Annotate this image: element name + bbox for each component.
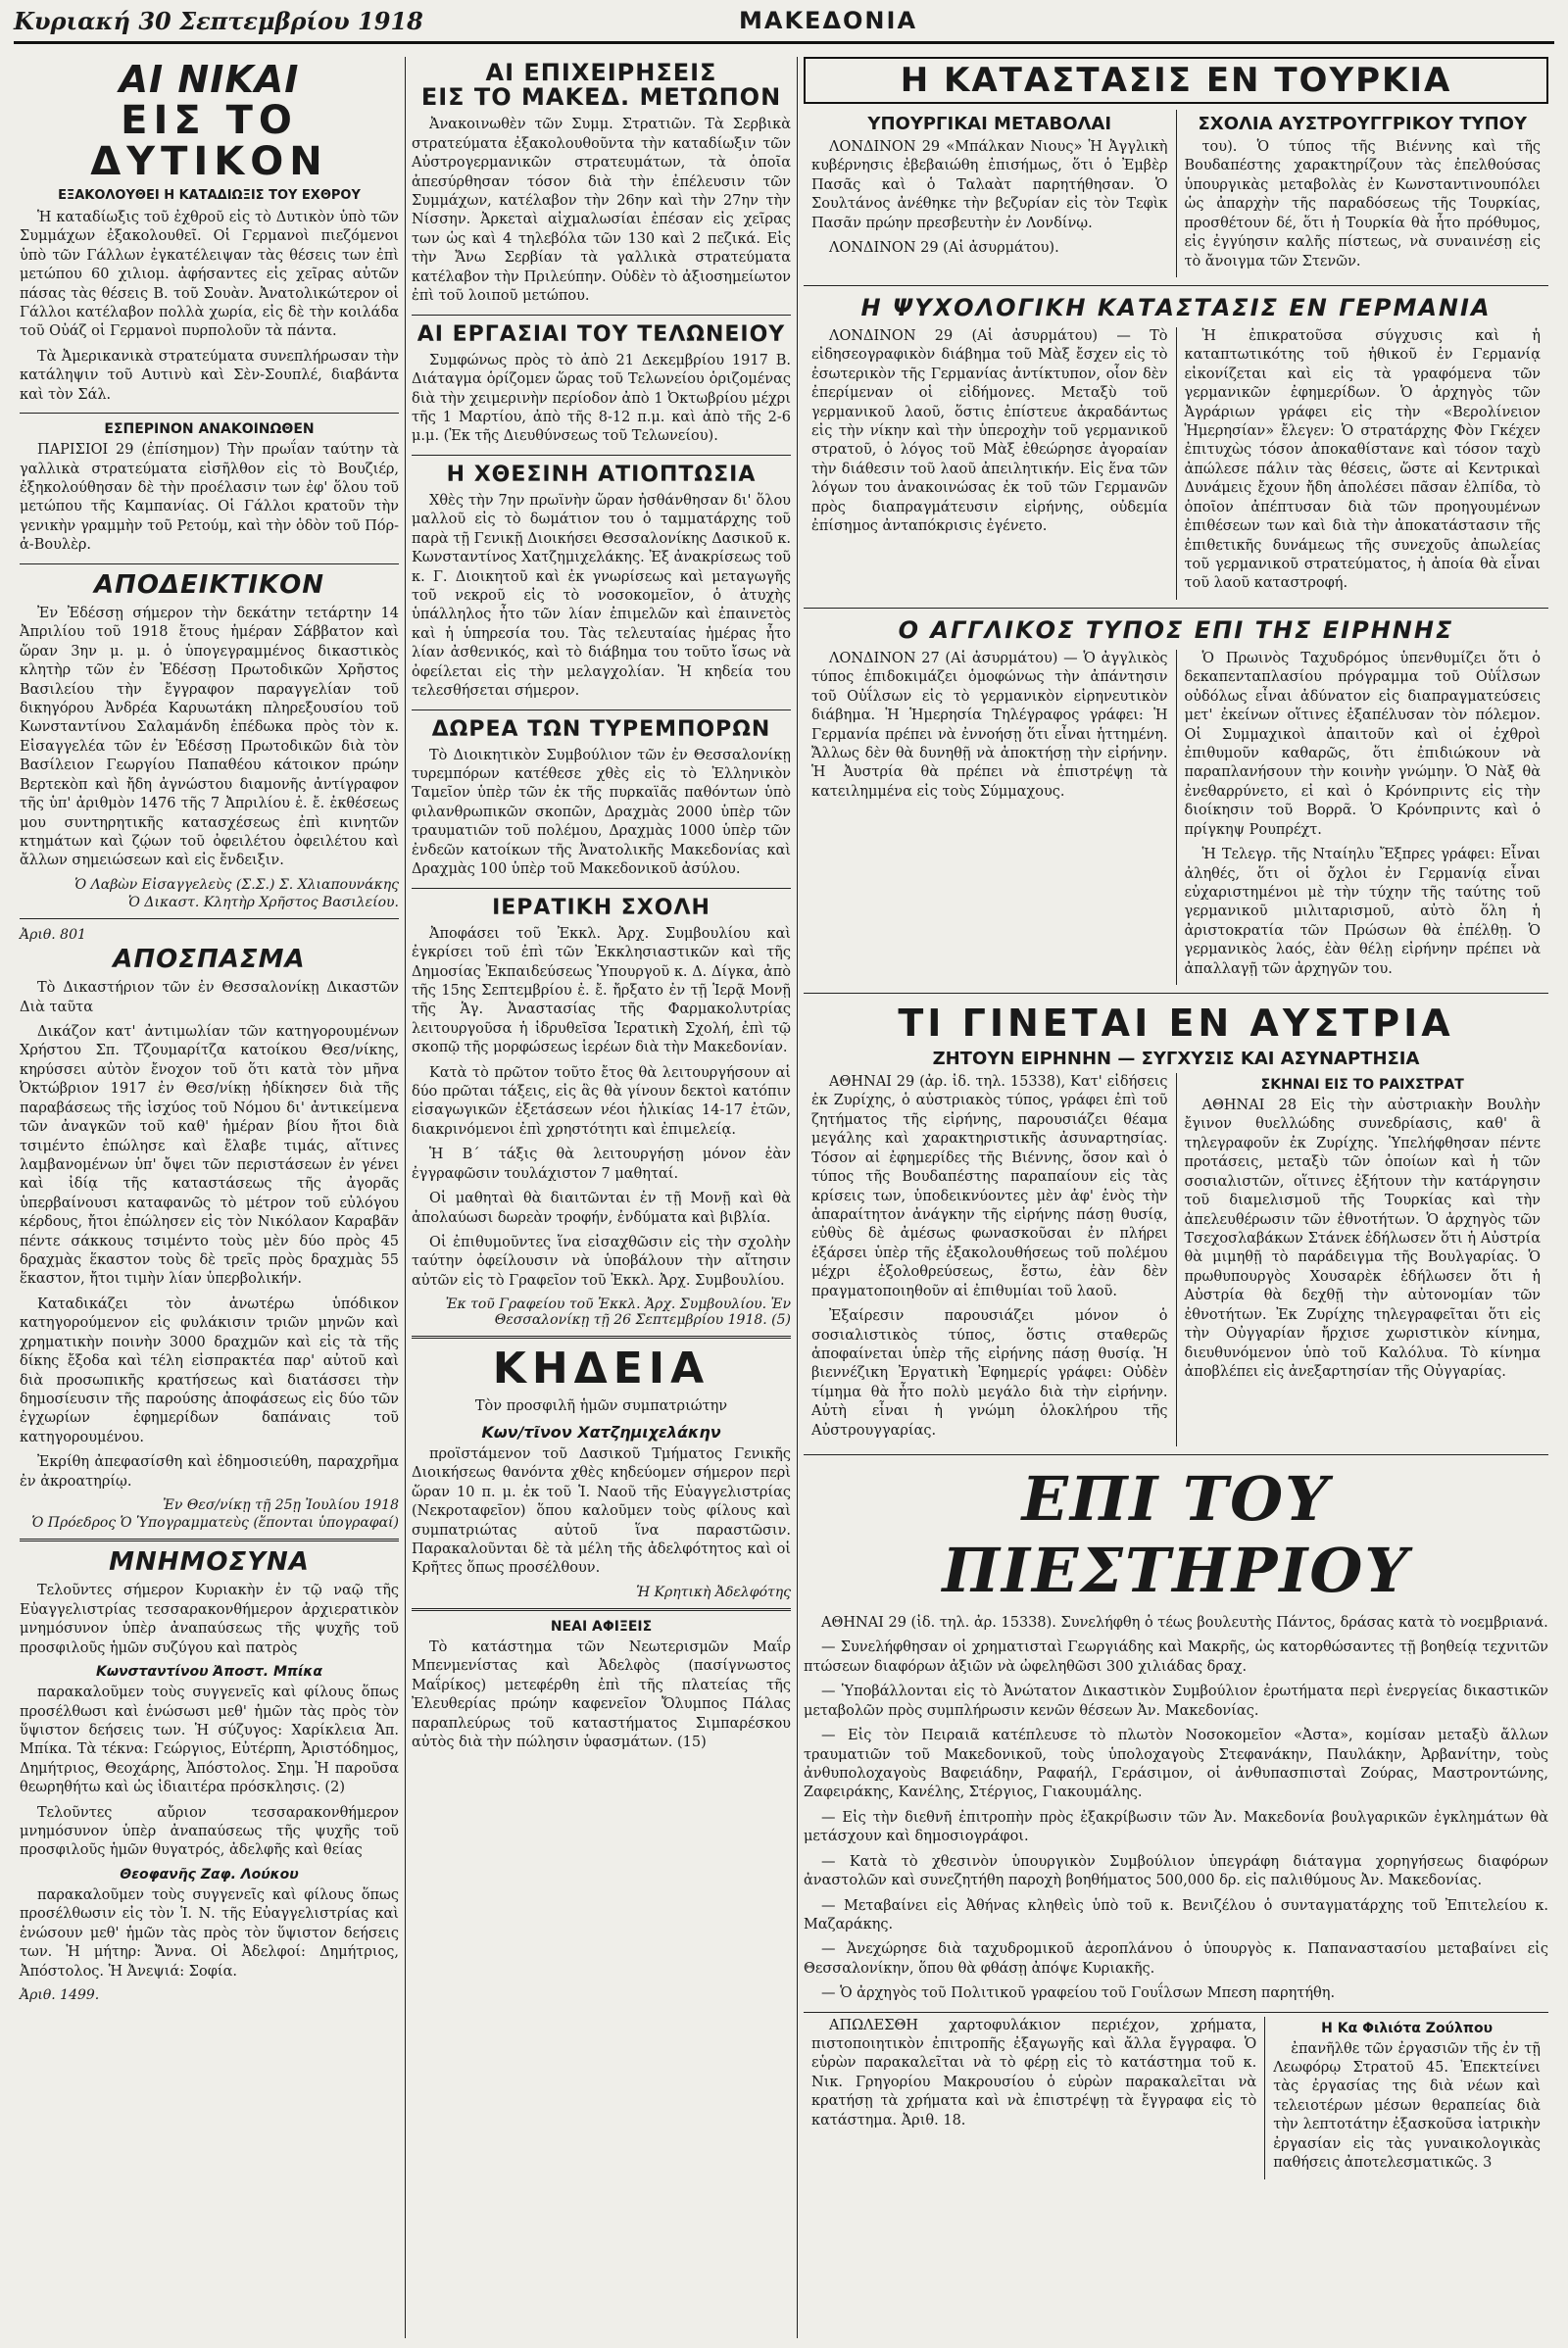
divider [804,1454,1548,1455]
divider [412,888,791,889]
deceased-name: Κων/τῖνον Χατζημιχελάκην [481,1422,721,1442]
article-paragraph: ΛΟΝΔΙΝΟΝ 29 (Αἱ ἀσυρμάτου). [829,240,1059,257]
signature: Ἡ Κρητικὴ Ἀδελφότης [636,1584,791,1600]
afixeis-headline: ΝΕΑΙ ΑΦΙΞΕΙΣ [550,1618,653,1635]
article-paragraph: Οἱ μαθηταὶ θὰ διαιτῶνται ἐν τῇ Μονῇ καὶ θὰ ἀπολαύωσι δωρεὰν τροφήν, ἐνδύματα καὶ βιβλία. [412,1191,791,1226]
ministerial-changes [804,110,1177,277]
divider [412,709,791,710]
austria-split [804,1073,1548,1446]
classifieds [804,2012,1548,2179]
article-paragraph: Ἀνακοινωθὲν τῶν Συμμ. Στρατιῶν. Τὰ Σερβικὰ στρατεύματα ἐξακολουθοῦντα τὴν καταδίωξιν τῶν Αὐστρογερμανικῶν στρατευμάτων, τὰ ὁποῖα ἀπεσύρθησαν τόσον διὰ τὴν ἐπέλευσιν τῶν Συμμάχων, κατέλαβον τὴν 26ην καὶ τὴν 27ην τὴν Νίσσην. Ἀρκεταὶ αἰχμαλωσίαι ἐπέσαν εἰς χεῖρας των ὡς καὶ 4 τηλεβόλα τῶν 130 καὶ 2 πεζικά. Εἰς τὴν Ἄνω Σερβίαν τὰ γαλλικὰ στρατεύματα κατέλαβον τὴν Πριλεύπην. Οὐδὲν τὸ ἀξιοσημείωτον ἐπὶ τοῦ λοιποῦ μετώπου. [412,117,791,305]
article-paragraph: Ἡ ἐπικρατοῦσα σύγχυσις καὶ ἡ καταπτωτικότης τοῦ ἠθικοῦ ἐν Γερμανίᾳ εἰκονίζεται καὶ εἰς τὰ γραφόμενα τῶν γερμανικῶν ἐφημερίδων. Ὁ ἀρχηγὸς τῶν Ἀγράριων γράφει εἰς τὴν «Βερολίνειον Ἡμερησίαν» ἔλεγεν: Ὁ στρατάρχης Φὸν Γκέχεν ἐπιτυχὼς τόσον ἀποκαθίστανε καὶ τόσον ταχὺ ἀπώλεσε πάλιν τὰς θέσεις, ὥστε αἱ Κεντρικαὶ Δυνάμεις ἔχουν ἤδη ἀπολέσει πᾶσαν ἐλπίδα, τὸ ὁποῖον ἀπέπτυσαν διὰ τῶν προηγουμένων ἐπιθέσεων των καὶ διὰ τὴν ἀποκατάστασιν τῆς ἐπιθετικῆς δυνάμεως τῆς συνεχοῦς ἀπωλείας τοῦ γερμανικοῦ στρατεύματος, ἡ ἀποία θὰ εἶναι τοῦ λαοῦ καταστροφή. [1184,327,1541,592]
article-paragraph: ΑΘΗΝΑΙ 29 (ἀρ. ἰδ. τηλ. 15338), Κατ' εἰδήσεις ἐκ Ζυρίχης, ὁ αὐστριακὸς τύπος, γράφει ἐπὶ τοῦ ζητήματος τῆς εἰρήνης, παρουσιάζει θέαμα μεγάλης καὶ χαρακτηριστικῆς ἀσυναρτησίας. Τόσον αἱ ἐφημερίδες τῆς Βιέννης, ὅσον καὶ ὁ τύπος τῆς Βουδαπέστης παραπαίουν εἰς τὰς κρίσεις των, ὑποδεικνύοντες μὲν ἀφ' ἑνὸς τὴν ἀπαραίτητον ἀνάγκην τῆς εἰρήνης πάσῃ θυσίᾳ, εὐθὺς δὲ ἀμέσως φωνασκοῦσαι ἐν πλήρει ἐξάρσει ὑπὲρ τῆς ἐξακολουθήσεως τοῦ πολέμου μέχρι ἐξολοθρεύσεως, ἔστω, ἐὰν δὲν πραγματοποιηθοῦν αἱ ἐπιθυμίαι τοῦ λαοῦ. [811,1074,1168,1299]
article-paragraph: — Ὁ ἀρχηγὸς τοῦ Πολιτικοῦ γραφείου τοῦ Γουΐλσων Μπεση παρητήθη. [821,1985,1336,2002]
english-press-split [804,650,1548,985]
divider [20,413,399,414]
apodeiktikon-headline: ΑΠΟΔΕΙΚΤΙΚΟΝ [93,569,325,600]
article-paragraph: — Εἰς τὸν Πειραιᾶ κατέπλευσε τὸ πλωτὸν Νοσοκομεῖον «Ἀστα», κομίσαν μεταξὺ ἄλλων τραυματιῶν τοῦ Μακεδονικοῦ, τοὺς ὑπολοχαγοὺς Στεφανάκην, Παυλάκην, Ἀρβανίτην, τοὺς ἀνθυπολοχαγοὺς Βαφειάδην, Ραφαήλ, Γεράσιμον, οἱ ἀνθυπασπισταὶ Ζούρας, Μαστροντώνης, Ζαφειράκης, Κανέλης, Στέργιος, Γιακουμάλης. [804,1728,1548,1801]
article-paragraph: — Ὑποβάλλονται εἰς τὸ Ἀνώτατον Δικαστικὸν Συμβούλιον ἐρωτήματα περὶ ἐνεργείας δικαστικῶν μεταβολῶν πρὸς συμπλήρωσιν κενῶν θέσεων Ἀν. Μακεδονίας. [804,1684,1548,1719]
divider [20,918,399,919]
ieratiki-headline: ΙΕΡΑΤΙΚΗ ΣΧΟΛΗ [492,895,710,920]
divider [412,455,791,456]
article-paragraph: Τὸ κατάστημα τῶν Νεωτερισμῶν Μαΐρ Μπενμενίστας καὶ Ἀδελφὸς (πασίγνωστος Μαΐρίκος) μετεφέρθη ἐπὶ τῆς πλατείας τῆς Ἐλευθερίας πρώην καφενεῖον Ὄλυμπος Πάλας παραπλεύρως τοῦ καταστήματος Σιμπαρέσκου αὐτὸς διὰ τὴν πώλησιν ὑφασμάτων. (15) [412,1639,791,1750]
wide-section [798,57,1554,2338]
turkey-split [804,110,1548,277]
article-paragraph: Οἱ ἐπιθυμοῦντες ἵνα εἰσαχθῶσιν εἰς τὴν σχολὴν ταύτην ὀφείλουσιν νὰ ὑποβάλουν τὴν αἴτησιν αὐτῶν εἰς τὸ Γραφεῖον τοῦ Ἐκκλ. Ἀρχ. Συμβουλίου. [412,1235,791,1289]
divider [804,608,1548,609]
divider [412,1608,791,1611]
turkey-headline: Η ΚΑΤΑΣΤΑΣΙΣ ΕΝ ΤΟΥΡΚΙΑ [804,57,1548,104]
issue-date: Κυριακή 30 Σεπτεμβρίου 1918 [14,6,423,35]
article-paragraph: Δικάζον κατ' ἀντιμωλίαν τῶν κατηγορουμένων Χρήστου Σπ. Τζουμαρίτζα κατοίκου Θεσ/νίκης, κηρύσσει αὐτὸν ἔνοχον τοῦ ὅτι κατὰ τὸν μῆνα Ὀκτώβριον 1917 ἐν Θεσ/νίκῃ ἠδίκησεν διὰ τῆς παραβάσεως τῆς ἰσχύος τοῦ Νόμου δι' ἀντικείμενα τῶν ἀναγκῶν τοῦ καθ' ἡμέραν βίου ἤτοι διὰ τσιμέντο ἐπώλησε καὶ ἔλαβε τιμάς, αἵτινες λαμβανομένων ὑπ' ὄψει τῶν περιστάσεων ἐν γένει καὶ ἰδίᾳ τῆς καταστάσεως τῆς ἀγορᾶς ὑπερβαίνουσι καταφανῶς τὸ μέτρον τοῦ εὐλόγου κέρδους, ἤτοι ἐπώλησεν εἰς τὸν Νικόλαον Καραβᾶν πέντε σάκκους τσιμέντο τοὺς μὲν δύο πρὸς 45 δραχμὰς ἕκαστον τοὺς δὲ τρεῖς πρὸς δραχμὰς 55 ἕκαστον, ἤτοι τιμὴν λίαν ὑπερβολικήν. [20,1023,399,1288]
austria-subheading: ΖΗΤΟΥΝ ΕΙΡΗΝΗΝ — ΣΥΓΧΥΣΙΣ ΚΑΙ ΑΣΥΝΑΡΤΗΣΙΑ [932,1049,1420,1070]
nikai-subheading: ΕΞΑΚΟΛΟΥΘΕΙ Η ΚΑΤΑΔΙΩΞΙΣ ΤΟΥ ΕΧΘΡΟΥ [58,187,361,203]
signature: Ἐν Θεσ/νίκῃ τῇ 25ῃ Ἰουλίου 1918 [162,1497,399,1514]
telonio-headline: ΑΙ ΕΡΓΑΣΙΑΙ ΤΟΥ ΤΕΛΩΝΕΙΟΥ [416,321,786,347]
column-1 [14,57,406,2338]
xthesini-headline: Η ΧΘΕΣΙΝΗ ΑΤΙΟΠΤΩΣΙΑ [446,462,757,487]
article-paragraph: — Εἰς τὴν διεθνῆ ἐπιτροπὴν πρὸς ἐξακρίβωσιν τῶν Ἀν. Μακεδονία βουλγαρικῶν ἐγκλημάτων θὰ μετάσχουν καὶ δημοσιογράφοι. [804,1809,1548,1845]
germany-headline: Η ΨΥΧΟΛΟΓΙΚΗ ΚΑΤΑΣΤΑΣΙΣ ΕΝ ΓΕΡΜΑΝΙΑ [860,293,1492,321]
article-paragraph: Ἐκρίθη ἀπεφασίσθη καὶ ἐδημοσιεύθη, παραχρῆμα ἐν ἀκροατηρίῳ. [20,1454,399,1490]
esperinon-headline: ΕΣΠΕΡΙΝΟΝ ΑΝΑΚΟΙΝΩΘΕΝ [104,421,315,438]
article-paragraph: Ἡ Β΄ τάξις θὰ λειτουργήσῃ μόνον ἐὰν ἐγγραφῶσιν τουλάχιστον 7 μαθηταί. [412,1147,791,1182]
kideia-headline: ΚΗΔΕΙΑ [492,1344,710,1394]
article-paragraph: Ἡ καταδίωξις τοῦ ἐχθροῦ εἰς τὸ Δυτικὸν ὑπὸ τῶν Συμμάχων ἐξακολουθεῖ. Οἱ Γερμανοὶ πιεζόμενοι ὑπὸ τῶν Γάλλων ἐγκατέλειψαν τὰς θέσεις των ἐπὶ μετώπου 60 χιλιομ. ἀφήσαντες εἰς χεῖρας αὐτῶν πάσας τὰς θέσεις Β. τοῦ Σουὰν. Ἀνατολικώτερον οἱ Γάλλοι κατέλαβον πολλὰ χωρία, εἰς δὲ τὴν κοιλάδα τοῦ Οὐάζ οἱ Γερμανοὶ πυρπολοῦν τὰ πάντα. [20,209,399,340]
article-paragraph: ΑΘΗΝΑΙ 29 (ἰδ. τηλ. ἀρ. 15338). Συνελήφθη ὁ τέως βουλευτὴς Πάντος, δράσας κατὰ τὸ νοεμβριανά. [821,1615,1548,1632]
ypourgikai-headline: ΥΠΟΥΡΓΙΚΑΙ ΜΕΤΑΒΟΛΑΙ [867,114,1112,134]
germany-split [804,327,1548,600]
signature: Ὁ Λαβὼν Εἰσαγγελεὺς (Σ.Σ.) Σ. Χλιαπουνάκης [74,876,399,893]
article-paragraph: Τὸ Δικαστήριον τῶν ἐν Θεσσαλονίκῃ Δικαστῶν Διὰ ταῦτα [20,980,399,1015]
deceased-name: Θεοφανῆς Ζαφ. Λούκου [120,1866,299,1883]
article-paragraph: Τὸν προσφιλῆ ἡμῶν συμπατριώτην [474,1398,728,1415]
divider [804,993,1548,994]
article-paragraph: — Ἀνεχώρησε διὰ ταχυδρομικοῦ ἀεροπλάνου ὁ ὑπουργὸς κ. Παπαναστασίου μεταβαίνει εἰς Θεσσαλονίκην, ὅπου θὰ φθάσῃ ἀπόψε Κυριακῆς. [804,1941,1548,1977]
mnimosyna-headline: ΜΝΗΜΟΣΥΝΑ [109,1547,310,1578]
epixeiriseis-headline: ΑΙ ΕΠΙΧΕΙΡΗΣΕΙΣ ΕΙΣ ΤΟ ΜΑΚΕΔ. ΜΕΤΩΠΟΝ [420,59,782,112]
article-paragraph: ΛΟΝΔΙΝΟΝ 27 (Αἱ ἀσυρμάτου) — Ὁ ἀγγλικὸς τύπος ἐπιδοκιμάζει ὁμοφώνως τὴν ἀπάντησιν τοῦ Οὐΐλσων εἰς τὸ γερμανικὸν εἰρηνευτικὸν διάβημα. Ἡ Ἡμερησία Τηλέγραφος γράφει: Ἡ Γερμανία πρέπει νὰ ἐννοήσῃ ὅτι εἶναι ἡττημένη. Ἄλλως δὲν θὰ δυνηθῇ νὰ ἀποκτήσῃ τὴν εἰρήνην. Ἡ Ἀυστρία θὰ πρέπει νὰ ἐπιστρέψῃ τὰ κατειλημμένα εἰς τοὺς Σύμμαχους. [811,650,1168,800]
newspaper-title: ΜΑΚΕΔΟΝΙΑ [739,7,918,34]
article-paragraph: ΛΟΝΔΙΝΟΝ 29 «Μπάλκαν Νιους» Ἡ Ἀγγλικὴ κυβέρνησις ἐβεβαιώθη ἐπισήμως, ὅτι ὁ Ἐμβὲρ Πασᾶς καὶ ὁ Ταλαὰτ παρητήθησαν. Ὁ Σουλτάνος ἀνέθηκε τὴν βεζυρίαν εἰς τὸν Τεφὶκ Πασᾶν πρώην πρεσβευτὴν ἐν Λονδίνῳ. [811,139,1168,231]
deceased-name: Κωνσταντίνου Ἀποστ. Μπίκα [96,1664,322,1681]
notice-number: Ἀριθ. 801 [20,926,86,943]
filiota-headline: Η Κα Φιλιότα Ζούλπου [1321,2020,1494,2036]
signature: Ἐκ τοῦ Γραφείου τοῦ Ἐκκλ. Ἀρχ. Συμβουλίου. Ἐν Θεσσαλονίκῃ τῇ 26 Σεπτεμβρίου 1918. (5) [445,1296,791,1329]
article-paragraph: προϊστάμενον τοῦ Δασικοῦ Τμήματος Γενικῆς Διοικήσεως θανόντα χθὲς κηδεύομεν σήμερον περὶ ὥραν 10 π. μ. ἐκ τοῦ Ἱ. Ναοῦ τῆς Εὐαγγελιστρίας (Νεκροταφεῖον) ὅπου καλοῦμεν τοὺς φίλους καὶ συμπατριώτας αὐτοῦ ἵνα παραστῶσιν. Παρακαλοῦνται δὲ τὰ μέλη τῆς ἀδελφότητος καὶ οἱ Κρῆτες ὅπως προσέλθουν. [412,1445,791,1577]
dorea-headline: ΔΩΡΕΑ ΤΩΝ ΤΥΡΕΜΠΟΡΩΝ [431,716,771,742]
english-press-headline: Ο ΑΓΓΛΙΚΟΣ ΤΥΠΟΣ ΕΠΙ ΤΗΣ ΕΙΡΗΝΗΣ [898,615,1454,644]
classified-ad: ΑΠΩΛΕΣΘΗ χαρτοφυλάκιον περιέχον, χρήματα, πιστοποιητικὸν ἐπιτροπῆς ἐξαγωγῆς καὶ ἄλλα ἔγγραφα. Ὁ εὑρὼν παρακαλεῖται νὰ τὸ φέρῃ εἰς τὸ κατάστημα τοῦ κ. Νικ. Γρηγορίου Μακρουσίου ὁ εὑρὼν παρακαλεῖται νὰ κρατήσῃ τὰ χρήματα καὶ νὰ ἐπιστρέψῃ τὰ ἔγγραφα εἰς τὸ κατάστημα. Ἀριθ. 18. [811,2017,1257,2128]
article-paragraph: Τὰ Ἀμερικανικὰ στρατεύματα συνεπλήρωσαν τὴν κατάληψιν τοῦ Αυτινὺ καὶ Σὲν-Σουπλέ, διαβάντα καὶ τὸν Σάλ. [20,348,399,403]
article-paragraph: Χθὲς τὴν 7ην πρωϊνὴν ὥραν ἠσθάνθησαν δι' ὅλου μαλλοῦ εἰς τὸ δωμάτιον του ὁ ταμματάρχης τοῦ παρὰ τῇ Γενικῇ Διοικήσει Θεσσαλονίκης Δασικοῦ κ. Κωνσταντίνος Χατζημιχελάκης. Ἐξ ἀνακρίσεως τοῦ κ. Γ. Διοικητοῦ καὶ ἐκ γνωρίσεως καὶ μεταγωγῆς τοῦ νεκροῦ εἰς τὸ νοσοκομεῖον, ὁ ἀτυχὴς ὑπάλληλος ἦτο τῶν λίαν ἐπιμελῶν καὶ ἐπαινετὸς καὶ ἡ ὑπηρεσία του. Τὰς τελευταίας ἡμέρας ἦτο λίαν ἀσθενικός, καὶ τὸ διάβημα του τοῦτο ἴσως νὰ ὀφείλεται εἰς τὴν μελαγχολίαν. Ἡ κηδεία του τελεσθήσεται σήμερον. [412,492,791,700]
divider [20,1539,399,1541]
apospasma-headline: ΑΠΟΣΠΑΣΜΑ [113,944,306,974]
reichsrat-headline: ΣΚΗΝΑΙ ΕΙΣ ΤΟ ΡΑΙΧΣΤΡΑΤ [1260,1077,1464,1094]
article-paragraph: παρακαλοῦμεν τοὺς συγγενεῖς καὶ φίλους ὅπως προσέλθωσι καὶ ἑνώσωσι μεθ' ἡμῶν τὰς πρὸς τὸν ὕψιστον δεήσεις των. Ἡ σύζυγος: Χαρίκλεια Ἀπ. Μπίκα. Τὰ τέκνα: Γεώργιος, Εὐτέρπη, Ἀριστόδημος, Δημήτριος, Θεοχάρης, Ἀπόστολος. Σημ. Ἡ παροῦσα θεωρηθήτω καὶ ὡς ἰδιαιτέρα πρόσκλησις. (2) [20,1685,399,1796]
article-paragraph: ΑΘΗΝΑΙ 28 Εἰς τὴν αὐστριακὴν Βουλὴν ἔγινον θυελλώδης συνεδρίασις, καθ' ἃ τηλεγραφοῦν ἐκ Ζυρίχης. Ὑπελήφθησαν πέντε προτάσεις, μεταξὺ τῶν ὁποίων καὶ ἡ τῶν σοσιαλιστῶν, οἵτινες ἐξήτουν τὴν κατάργησιν τοῦ διαμελισμοῦ τῆς Τουρκίας καὶ τὴν ἀπελευθέρωσιν τῶν ἐθνοτήτων. Ὁ ἀρχηγὸς τῶν Τσεχοσλαβάκων Στάνεκ ἐδήλωσεν ὅτι ἡ Αὐστρία θὰ μιμηθῇ τὸ παράδειγμα τῆς Βουλγαρίας. Ὁ πρωθυπουργὸς Χουσαρὲκ ἐδήλωσεν ὅτι ἡ Αὐστρία θὰ δεχθῇ τὴν αὐτονομίαν τῶν ἐθνοτήτων. Ἐκ Ζυρίχης τηλεγραφεῖται ὅτι εἰς τὴν Οὐγγαρίαν ἤρχισε χωριστικὸν κίνημα, διευθυνόμενον ὑπὸ τοῦ Καλόλυα. Τὸ κίνημα ἀποβλέπει εἰς ἀνεξαρτησίαν τῆς Οὐγγαρίας. [1184,1098,1541,1380]
article-paragraph: — Συνελήφθησαν οἱ χρηματισταὶ Γεωργιάδης καὶ Μακρῆς, ὡς κατορθώσαντες τῇ βοηθείᾳ τεχνιτῶν πτώσεων διαφόρων ἀξιῶν νὰ ὠφεληθῶσι 300 χιλιάδας δραχ. [804,1639,1548,1675]
nikai-headline: ΑΙ ΝΙΚΑΙ ΕΙΣ ΤΟ ΔΥΤΙΚΟΝ [90,58,328,184]
article-paragraph: ΠΑΡΙΣΙΟΙ 29 (ἐπίσημον) Τὴν πρωΐαν ταύτην τὰ γαλλικὰ στρατεύματα εἰσῆλθον εἰς τὸ Βουζιέρ, ἐξηκολούθησαν δὲ τὴν προέλασιν των ἐφ' ὅλου τοῦ μετώπου τῆς Καμπανίας. Οἱ Γάλλοι κρατοῦν τὴν γενικὴν γραμμὴν τοῦ Ρετούμ, καὶ τὴν ὁδὸν τοῦ Πόρ-ἀ-Βουλὲρ. [20,442,399,554]
signature: Ὁ Δικαστ. Κλητὴρ Χρῆστος Βασιλείου. [127,894,399,910]
article-paragraph: παρακαλοῦμεν τοὺς συγγενεῖς καὶ φίλους ὅπως προσέλθωσιν εἰς τὸν Ἱ. Ν. τῆς Εὐαγγελιστρίας καὶ ἑνώσουν μεθ' ἡμῶν τὰς πρὸς τὸν ὕψιστον δεήσεις των. Ἡ μήτηρ: Ἄννα. Οἱ Ἀδελφοί: Δημήτριος, Ἀπόστολος. Ἡ Ἀνεψιά: Σοφία. [20,1886,399,1980]
austro-hungarian-press [1177,110,1549,277]
article-paragraph: Κατὰ τὸ πρῶτον τοῦτο ἔτος θὰ λειτουργήσουν αἱ δύο πρῶται τάξεις, εἰς ἃς θὰ γίνουν δεκτοὶ κατόπιν εἰσαγωγικῶν ἐξετάσεων νέοι ἡλικίας 14-17 ἐτῶν, διακρινόμενοι ἐπὶ χρηστότητι καὶ ἐπιμελείᾳ. [412,1064,791,1138]
column-2 [406,57,798,2338]
divider [412,315,791,316]
press-headline: ΕΠΙ ΤΟΥ ΠΙΕΣΤΗΡΙΟΥ [942,1463,1410,1607]
article-paragraph: Τελοῦντες σήμερον Κυριακὴν ἐν τῷ ναῷ τῆς Εὐαγγελιστρίας τεσσαρακονθήμερον ἀρχιερατικὸν μνημόσυνον ὑπὲρ ἀναπαύσεως τῆς ψυχῆς τοῦ προσφιλοῦς ἡμῶν συζύγου καὶ πατρὸς [20,1583,399,1656]
classified-ad: ἐπανῆλθε τῶν ἐργασιῶν τῆς ἐν τῇ Λεωφόρῳ Στρατοῦ 45. Ἐπεκτείνει τὰς ἐργασίας της διὰ νέων καὶ τελειοτέρων μέσων θεραπείας διὰ τὴν λεπτοτάτην ἐξασκοῦσα ἰατρικὴν ἐργασίαν εἰς τὰς γυναικολογικὰς παθήσεις ἀποτελεσματικῶς. 3 [1273,2040,1541,2172]
article-paragraph: Τὸ Διοικητικὸν Συμβούλιον τῶν ἐν Θεσσαλονίκῃ τυρεμπόρων κατέθεσε χθὲς εἰς τὸ Ἐλληνικὸν Ταμεῖον ὑπὲρ τῶν ἐκ τῆς πυρκαϊᾶς παθόντων ὑπὸ φιλανθρωπικῶν σκοπῶν, Δραχμὰς 2000 ὑπὲρ τῶν τραυματιῶν τοῦ πολέμου, Δραχμὰς 1000 ὑπὲρ τῶν ἐνδεῶν κατοίκων τῆς Ἀνατολικῆς Μακεδονίας καὶ Δραχμὰς 100 ὑπὲρ τοῦ Μακεδονικοῦ ἀσύλου. [412,747,791,878]
article-paragraph: Καταδικάζει τὸν ἀνωτέρω ὑπόδικον κατηγορούμενον εἰς φυλάκισιν τριῶν μηνῶν καὶ χρηματικὴν ποινὴν 3000 δραχμῶν καὶ εἰς τὰ τῆς δίκης ἔξοδα καὶ τέλη εἰσπρακτέα παρ' αὐτοῦ καὶ διὰ προσωπικῆς κρατήσεως καὶ διατάσσει τὴν δημοσίευσιν τῆς παρούσης ἀποφάσεως εἰς δύο τῶν ἐγχωρίων ἐφημερίδων δαπάναις τοῦ κατηγορουμένου. [20,1296,399,1445]
article-paragraph: Ἀποφάσει τοῦ Ἐκκλ. Ἀρχ. Συμβουλίου καὶ ἐγκρίσει τοῦ ἐπὶ τῶν Ἐκκλησιαστικῶν καὶ τῆς Δημοσίας Ἐκπαιδεύσεως Ὑπουργοῦ κ. Δ. Δίγκα, ἀπὸ τῆς 15ης Σεπτεμβρίου ἐ. ἔ. ἤρξατο ἐν τῇ Ἱερᾷ Μονῇ τῆς Ἁγ. Ἀναστασίας τῆς Φαρμακολυτρίας λειτουργοῦσα ἡ ἱδρυθεῖσα Ἱερατικὴ Σχολή, ἐπὶ τῷ σκοπῷ τῆς μορφώσεως ἱερέων διὰ τὴν Μακεδονίαν. [412,925,791,1056]
article-paragraph: Ἡ Τελεγρ. τῆς Νταίηλυ Ἔξπρες γράφει: Εἶναι ἀληθές, ὅτι οἱ ὄχλοι ἐν Γερμανίᾳ εἶναι εὐχαριστημένοι μὲ τὴν τύχην τῆς ταύτης τοῦ γερμανικοῦ μιλιταρισμοῦ, αὐτὸ ὅλη ἡ ἀριστοκρατία τῶν Πρώσων θὰ ἐπέλθῃ. Ὁ γερμανικὸς λαός, ἐὰν θέλῃ εἰρήνην πρέπει νὰ ἀπαλλαγῇ τῶν ἀρχηγῶν του. [1184,847,1541,977]
article-paragraph: Τελοῦντες αὔριον τεσσαρακονθήμερον μνημόσυνον ὑπὲρ ἀναπαύσεως τῆς ψυχῆς τοῦ προσφιλοῦς ἡμῶν θυγατρός, ἀδελφῆς καὶ θείας [20,1804,399,1859]
masthead [14,0,1554,44]
notice-number: Ἀριθ. 1499. [20,1987,100,2003]
divider [804,285,1548,286]
article-paragraph: του). Ὁ τύπος τῆς Βιέννης καὶ τῆς Βουδαπέστης χαρακτηρίζουν τὰς ἐπελθούσας ὑπουργικὰς μεταβολὰς ἐν Κωνσταντινουπόλει ὡς ἀπαρχὴν τῆς παραδόσεως τῆς Τουρκίας, προσθέτουν δέ, ὅτι ἡ Τουρκία θὰ ἦτο πρόθυμος, εἰς ἐγγύησιν καλῆς πίστεως, νὰ συναινέσῃ εἰς τὸ ἄνοιγμα τῶν Στενῶν. [1184,139,1541,269]
article-paragraph: — Κατὰ τὸ χθεσινὸν ὑπουργικὸν Συμβούλιον ὑπεγράφη διάταγμα χορηγήσεως διαφόρων ἀναστολῶν καὶ συνεζητήθη παροχὴ βοηθήματος 500,000 δρ. εἰς παλιθύμους Ἀν. Μακεδονίας. [804,1853,1548,1889]
signature: Ὁ Πρόεδρος Ὁ Ὑπογραμματεὺς (ἕπονται ὑπογραφαί) [31,1515,399,1532]
article-paragraph: Ἐξαίρεσιν παρουσιάζει μόνον ὁ σοσιαλιστικὸς τύπος, ὅστις σταθερῶς ἀποφαίνεται ὑπὲρ τῆς εἰρήνης πάσῃ θυσίᾳ. Ἡ βιεννέζικη Ἐργατικὴ Ἐφημερίς γράφει: Οὐδὲν τίμημα θὰ ἦτο πολὺ μεγάλο διὰ τὴν εἰρήνην. Αὐτὴ εἶναι ἡ γνώμη ὁλοκλήρου τῆς Αὐστρουγγαρίας. [811,1308,1168,1439]
article-paragraph: Συμφώνως πρὸς τὸ ἀπὸ 21 Δεκεμβρίου 1917 Β. Διάταγμα ὁρίζομεν ὥρας τοῦ Τελωνείου ὁριζομένας διὰ τὴν χειμερινὴν περίοδον ἀπὸ 1 Ὀκτωβρίου μέχρι τῆς 1 Μαρτίου, ἀπὸ τῆς 8-12 π.μ. καὶ ἀπὸ τῆς 2-6 μ.μ. (Ἐκ τῆς Διευθύνσεως τοῦ Τελωνείου). [412,352,791,445]
sxolia-headline: ΣΧΟΛΙΑ ΑΥΣΤΡΟΥΓΓΡΙΚΟΥ ΤΥΠΟΥ [1198,114,1527,134]
divider [20,563,399,564]
article-paragraph: — Μεταβαίνει εἰς Ἀθήνας κληθεὶς ὑπὸ τοῦ κ. Βενιζέλου ὁ συνταγματάρχης τοῦ Ἐπιτελείου κ. Μαζαράκης. [804,1897,1548,1932]
article-paragraph: Ἐν Ἐδέσσῃ σήμερον τὴν δεκάτην τετάρτην 14 Ἀπριλίου τοῦ 1918 ἔτους ἡμέραν Σάββατον καὶ ὥραν 3ην μ. μ. ὁ ὑπογεγραμμένος δικαστικὸς κλητὴρ τῶν ἐν Ἐδέσσῃ Πρωτοδικῶν Χρῆστος Βασιλείου τὴν ἔγγραφον παραγγελίαν τοῦ δικηγόρου Ἀνδρέα Καρυωτάκη πληρεξουσίου τοῦ Κωνσταντίνου Σαλαμάνδη ἐπέδωκα πρὸς τὸν κ. Εἰσαγγελέα τῶν ἐν Ἐδέσσῃ Πρωτοδικῶν διὰ τὸν Βασίλειον Γεωργίου Παπαθέου κάτοικον πρώην Βερτεκὸπ καὶ ἤδη ἀγνώστου διαμονῆς ἀντίγραφον τῆς ὑπ' ἀριθμὸν 1476 τῆς 7 Ἀπριλίου ἐ. ἔ. ἐκθέσεως μου συντηρητικῆς κατασχέσεως ἐπὶ κινητῶν κτημάτων καὶ ζῴων τοῦ ὀφειλέτου ὀφειλέτου καὶ ἄλλων σημειώσεων καὶ εἰς ἔνδειξιν. [20,605,399,869]
divider [412,1336,791,1339]
austria-headline: ΤΙ ΓΙΝΕΤΑΙ ΕΝ ΑΥΣΤΡΙΑ [898,1002,1454,1046]
article-paragraph: ΛΟΝΔΙΝΟΝ 29 (Αἱ ἀσυρμάτου) — Τὸ εἰδησεογραφικὸν διάβημα τοῦ Μὰξ ἔσχεν εἰς τὸ ἐσωτερικὸν τῆς Γερμανίας ἀντίκτυπον, οἷον δὲν ἐπερίμεναν οἱ εἰδήμονες. Μεταξὺ τοῦ γερμανικοῦ λαοῦ, ὅστις ἐπίστευε ἀκραδάντως εἰς τὴν νίκην καὶ τὴν ὑπεροχὴν τοῦ γερμανικοῦ στρατοῦ, ὁ λόγος τοῦ Μὰξ ἐθεώρησε ἀγοραίαν τὴν διάθεσιν τοῦ λαοῦ ἀπειλητικήν. Εἰς ἕνα τῶν λόγων του ἀνακοινώσας ἐκ τοῦ τῶν Γερμανῶν πρὸς διαπραγμάτευσιν εἰρήνης, οὐδεμία ἐπίσημος ἀνταπόκρισις ἐγένετο. [811,327,1168,535]
article-paragraph: Ὁ Πρωινὸς Ταχυδρόμος ὑπενθυμίζει ὅτι ὁ δεκαπενταπλασίου πρόγραμμα τοῦ Οὐΐλσων οὐδόλως εἶναι ἀδύνατον εἰς διαπραγματεύσεις μετ' ἐκείνων οἵτινες ἐξαπέλυσαν τὸν πόλεμον. Οἱ Συμμαχικοὶ ἀπαιτοῦν καὶ οἱ ἐχθροὶ ἐπιθυμοῦν καθαρῶς, ὅτι ἐπιδιώκουν νὰ παραπλανήσουν τὴν κοινὴν γνώμην. Ὁ Νὰξ θὰ ἐνεθαρρύνετο, εἰ καὶ ὁ Κρόνπριντς εἰς τὴν διοίκησιν τοῦ Βορρᾶ. Ὁ Κρόνπριντς καὶ ὁ πρίγκηψ Ρουπρέχτ. [1184,650,1541,838]
